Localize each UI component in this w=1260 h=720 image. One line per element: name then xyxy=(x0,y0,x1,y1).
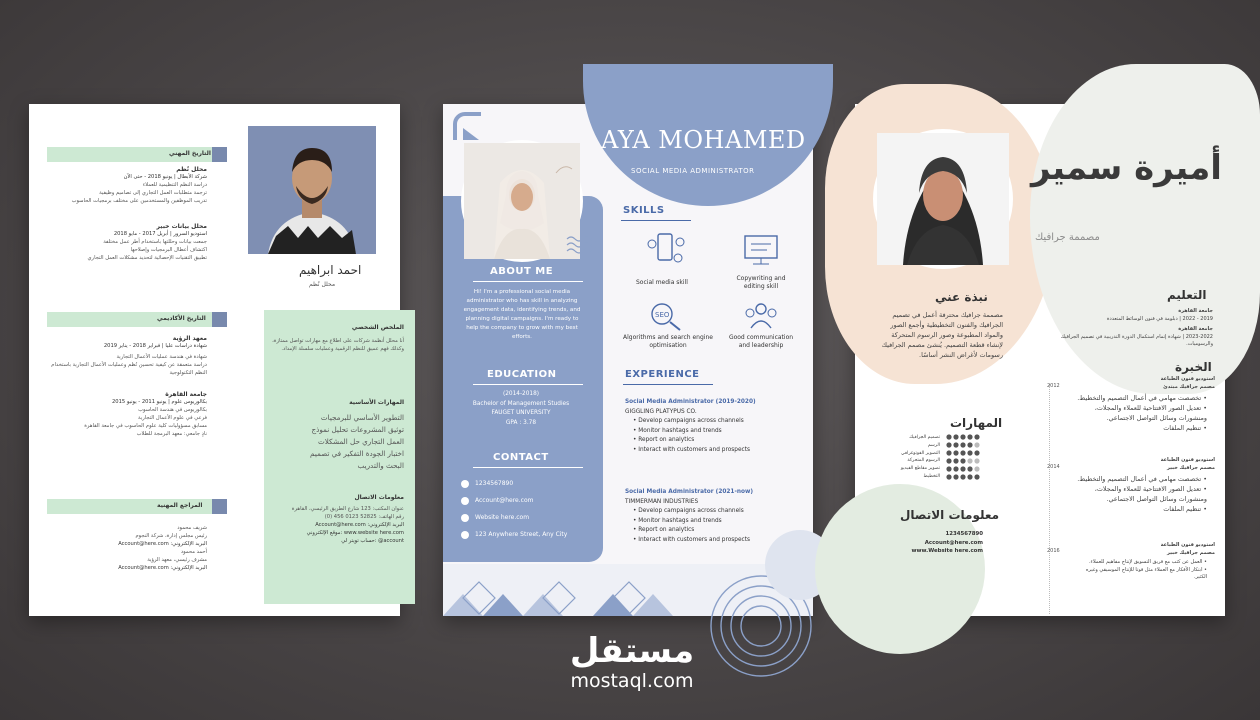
experience-title: EXPERIENCE xyxy=(625,369,700,380)
edu-list xyxy=(47,335,207,438)
about-title: ABOUT ME xyxy=(490,266,554,277)
contact-divider xyxy=(473,467,583,468)
job-year: 2016 xyxy=(1047,548,1060,554)
skill-rating-dots xyxy=(945,433,987,487)
contact-phone: 1234567890 xyxy=(945,531,983,537)
job-bullet: جمعت بيانات وحللتها باستخدام أطر عمل مختلفة xyxy=(103,239,207,245)
job-company: TIMMERMAN INDUSTRIES xyxy=(625,498,699,505)
education-title: EDUCATION xyxy=(487,369,557,380)
skill-label: Algorithms and search engine optimisation xyxy=(623,334,713,349)
contact-row xyxy=(461,492,601,509)
job-bullet: • تعديل الصور الافتتاحية للعملاء والمجلات، ومنشورات وسائل التواصل الاجتماعي. xyxy=(1094,404,1207,423)
sidebar-panel xyxy=(264,310,415,604)
phone-text: 1234567890 xyxy=(475,480,514,487)
job-bullet: • ابتكار الأفكار مع العملاء مثل فوتا للإنتاج الموسيقي وغيره الكثير. xyxy=(1085,566,1207,581)
job-block xyxy=(625,398,805,456)
ref-line: أحمد محمود xyxy=(180,549,207,555)
skills-title: المهارات الأساسية xyxy=(349,399,404,406)
skill-item: التطوير الأساسي للبرمجيات xyxy=(320,413,404,422)
skills-divider xyxy=(621,220,691,221)
job-block xyxy=(1075,542,1215,582)
profile-title: الملخص الشخصي xyxy=(351,324,404,331)
job-block xyxy=(1075,376,1215,433)
job-bullet: • العمل عن كثب مع فريق التسويق لإنتاج مفاهيم للعملاء. xyxy=(1088,559,1207,566)
experience-divider xyxy=(623,384,713,385)
mostaql-logo xyxy=(552,632,712,692)
skills-title: SKILLS xyxy=(623,205,665,216)
job-bullet: • Monitor hashtags and trends xyxy=(633,517,722,524)
job-role: Social Media Administrator (2019-2020) xyxy=(625,399,756,405)
edu-school: FAUGET UNIVERSITY xyxy=(491,410,551,416)
skill-name: الرسم xyxy=(927,442,940,448)
edu-bullet: بكالوريوس في هندسة الحاسوب xyxy=(138,407,207,413)
education-title: التعليم xyxy=(1167,288,1207,302)
job-role: Social Media Administrator (2021-now) xyxy=(625,489,753,495)
svg-text:SEO: SEO xyxy=(655,311,670,319)
edu-detail: 2023-2022 | شهادة إتمام استكمال الدورة التدريبية في تصميم الجرافيك والرسوميات. xyxy=(1060,333,1213,348)
edu-title: معهد الرؤية xyxy=(172,335,207,342)
edu-school: جامعة القاهرة xyxy=(1178,326,1213,333)
ref-line: مشرف رئيسي، معهد الرؤية xyxy=(147,557,207,563)
resume-role: مصممة جرافيك xyxy=(1035,232,1100,243)
edu-sub: شهادة دراسات عليا | فبراير 2018 - يناير 2019 xyxy=(103,343,207,349)
profile-text: أنا محلل أنظمة شركات على اطلاع مع مهارات تواصل ممتازة، وكذلك فهم عميق للنظم الرقمية وعمليات سلسلة الإمداد. xyxy=(272,338,404,352)
job-bullet: • تخصصت مهامي في أعمال التصميم والتخطيط. xyxy=(1077,475,1207,484)
resume-name: أميرة سمير xyxy=(1031,148,1222,188)
contact-list xyxy=(461,475,601,543)
job-title: محلل بيانات خبير xyxy=(156,223,207,230)
edu-divider xyxy=(473,384,583,385)
job-company: استوديو فنون الطباعة xyxy=(1160,542,1215,548)
edu-title: جامعة القاهرة xyxy=(165,391,207,398)
job-year: 2014 xyxy=(1047,464,1060,470)
about-text: مصممة جرافيك محترفة أعمل في تصميم الجرافيك والفنون التخطيطية وأجمع الصور والمواد المطبوعة وصور الرسوم المتحركة لإنشاء قطعة التصميم. يُنشئ مصمم الجرافيك رسومات لأغراض النشر أساسًا. xyxy=(881,311,1003,359)
refs-list xyxy=(47,524,207,572)
resume-name: AYA MOHAMED xyxy=(601,126,806,154)
resume-title: SOCIAL MEDIA ADMINISTRATOR xyxy=(631,167,755,175)
job-bullet: • تعديل الصور الافتتاحية للعملاء والمجلات، ومنشورات وسائل التواصل الاجتماعي. xyxy=(1094,485,1207,504)
about-text: Hi! I'm a professional social media administrator who has skill in analyzing engagement data, identifying trends, and planning digital campaigns. I'm ready to help the company to grow with my best efforts. xyxy=(463,289,581,340)
skill-item: البحث والتدريب xyxy=(357,461,404,470)
seo-icon xyxy=(648,298,684,332)
skill-name: تصميم الجرافيك xyxy=(909,435,940,440)
resume-name: احمد ابراهيم xyxy=(299,263,362,277)
lightbulb-icon xyxy=(212,312,227,327)
email-text: Account@here.com xyxy=(475,497,534,504)
edu-years: (2014-2018) xyxy=(502,391,540,397)
job-company: GIGGLING PLATYPUS CO. xyxy=(625,408,697,415)
resume-aya-mohamed xyxy=(443,104,813,616)
edu-detail: 2019 - 2022 | دبلومة في فنون الوسائط المتعددة xyxy=(1106,315,1213,322)
contact-line: account@ :حساب تويتر لي xyxy=(341,538,404,544)
logo-domain: mostaql.com xyxy=(570,670,694,692)
skill-item: توثيق المشروعات تحليل نموذج xyxy=(311,425,404,434)
logo-icon xyxy=(453,112,483,142)
job-role: مصمم جرافيك مبتدئ xyxy=(1163,383,1215,390)
education-block xyxy=(451,390,591,428)
contact-title: CONTACT xyxy=(493,452,549,463)
edu-bullet: شهادة في هندسة عمليات الأعمال التجارية xyxy=(116,354,207,360)
location-icon xyxy=(461,531,469,539)
edu-school: جامعة القاهرة xyxy=(1178,308,1213,314)
job-bullet: • تنظيم الملفات xyxy=(1163,505,1207,514)
skill-name: الرسوم المتحركة xyxy=(907,458,940,464)
contact-website: www.Website here.com xyxy=(911,548,983,554)
ref-line: شريف محمود xyxy=(177,525,207,531)
edu-bullet: نادٍ جامعي: معهد البرمجة للطلاب xyxy=(136,431,207,437)
contact-line: عنوان المكتب: 123 شارع الطريق الرئيسي، القاهرة xyxy=(291,506,404,512)
resume-ahmed-ibrahim xyxy=(29,104,404,616)
skills-list xyxy=(855,434,940,481)
profile-photo xyxy=(461,140,583,262)
job-bullet: • Develop campaigns across channels xyxy=(633,508,744,515)
team-icon xyxy=(743,300,779,330)
job-bullet: • Report on analytics xyxy=(633,527,695,534)
wave-decoration xyxy=(567,234,605,256)
diamond-pattern xyxy=(443,564,813,616)
logo-arabic: مستقل xyxy=(569,631,695,671)
skill-label: Social media skill xyxy=(636,279,688,286)
job-block xyxy=(1075,457,1215,514)
copywriting-icon xyxy=(741,232,781,268)
job-sub: شركة الأبطال | يونيو 2018 - حتى الآن xyxy=(123,174,207,180)
job-title: محلل نُظم xyxy=(176,166,207,173)
skill-name: تصوير مقاطع الفيديو xyxy=(900,466,940,472)
work-list xyxy=(47,166,207,262)
edu-degree: Bachelor of Management Studies xyxy=(472,400,570,407)
edu-bullet: فرعي في علوم الأعمال التجارية xyxy=(138,415,207,421)
contact-list xyxy=(885,530,983,556)
address-text: 123 Anywhere Street, Any City xyxy=(475,531,568,538)
social-media-icon xyxy=(646,232,686,268)
contact-email: Account@here.com xyxy=(924,539,983,546)
email-icon xyxy=(461,497,469,505)
list-icon xyxy=(212,499,227,514)
edu-sub: بكالوريوس علوم | يونيو 2011 - يونيو 2015 xyxy=(111,399,207,405)
phone-icon xyxy=(461,480,469,488)
education-list xyxy=(1055,308,1213,349)
about-divider xyxy=(473,281,583,282)
timeline-line xyxy=(1049,384,1050,614)
ref-line: البريد الإلكتروني: Account@here.com xyxy=(118,541,207,547)
job-company: استوديو فنون الطباعة xyxy=(1160,457,1215,463)
profile-photo xyxy=(873,129,1013,269)
job-bullet: اكتشاف أعطال البرمجيات وإصلاحها xyxy=(130,247,207,253)
contact-line: رقم الهاتف: 52825 0123 456 (0) xyxy=(324,514,404,520)
job-bullet: • تخصصت مهامي في أعمال التصميم والتخطيط. xyxy=(1077,394,1207,403)
contact-row xyxy=(461,526,601,543)
contact-title: معلومات الاتصال xyxy=(900,508,1000,522)
job-company: استوديو فنون الطباعة xyxy=(1160,376,1215,382)
ref-line: رئيس مجلس إدارة، شركة النجوم xyxy=(135,533,207,539)
contact-line: البريد الإلكتروني: Account@here.com xyxy=(315,522,404,528)
about-title: نبذة عني xyxy=(935,290,988,304)
job-role: مصمم جرافيك خبير xyxy=(1167,549,1215,556)
job-role: مصمم جرافيك خبير xyxy=(1167,464,1215,471)
job-bullet: • تنظيم الملفات xyxy=(1163,424,1207,433)
contact-row xyxy=(461,475,601,492)
skill-label: Copywriting and editing skill xyxy=(736,275,786,290)
experience-title: الخبرة xyxy=(1175,360,1212,374)
profile-photo xyxy=(248,126,376,254)
job-bullet: تطبيق التقنيات الإحصائية لتحديد مشكلات العمل التجاري xyxy=(87,255,207,261)
profile-block xyxy=(270,324,404,545)
contact-line: www.website here.com :موقع الإلكتروني xyxy=(306,530,404,536)
skill-label: Good communication and leadership xyxy=(728,334,794,349)
skill-name: التصوير الفوتوغرافي xyxy=(901,450,940,456)
edu-bullet: دراسة متعمقة عن كيفية تحسين نُظم وعمليات الأعمال التجارية باستخدام النظم التكنولوجية xyxy=(51,362,207,376)
job-bullet: دراسة النظم التنظيمية للعملاء xyxy=(142,182,207,188)
skills-title: المهارات xyxy=(950,416,1003,430)
website-text: Website here.com xyxy=(475,514,530,521)
edu-bullet: مسابق مسؤوليات كلية علوم الحاسوب في جامعة القاهرة xyxy=(84,423,207,429)
contact-title: معلومات الاتصال xyxy=(354,494,404,501)
ref-line: البريد الإلكتروني: Account@here.com xyxy=(118,565,207,571)
section-title: التاريخ المهني xyxy=(169,150,211,157)
resume-role: محلل نُظم xyxy=(309,281,336,288)
skill-item: اختبار الجودة التفكير في تصميم xyxy=(310,449,404,458)
job-bullet: • Monitor hashtags and trends xyxy=(633,427,722,434)
globe-icon xyxy=(461,514,469,522)
job-sub: استوديو السرور | أبريل 2017 - مايو 2018 xyxy=(113,231,207,237)
skill-item: العمل التجاري حل المشكلات xyxy=(317,437,404,446)
section-title: التاريخ الأكاديمي xyxy=(157,315,206,322)
skill-name: التخطيط xyxy=(923,473,940,479)
resume-amira-samir xyxy=(855,104,1225,616)
job-bullet: • Develop campaigns across channels xyxy=(633,418,744,425)
briefcase-icon xyxy=(212,147,227,162)
section-title: المراجع المهنية xyxy=(157,502,203,509)
job-bullet: ترجمة متطلبات العمل التجاري إلى تصاميم وظيفية xyxy=(99,190,207,196)
contact-row xyxy=(461,509,601,526)
edu-gpa: GPA : 3.78 xyxy=(505,419,537,426)
job-year: 2012 xyxy=(1047,383,1060,389)
job-bullet: تدريب الموظفين والمستخدمين على مختلف برمجيات الحاسوب xyxy=(71,198,207,204)
job-bullet: • Interact with customers and prospects xyxy=(633,536,751,543)
job-bullet: • Report on analytics xyxy=(633,437,695,444)
job-bullet: • Interact with customers and prospects xyxy=(633,446,751,453)
